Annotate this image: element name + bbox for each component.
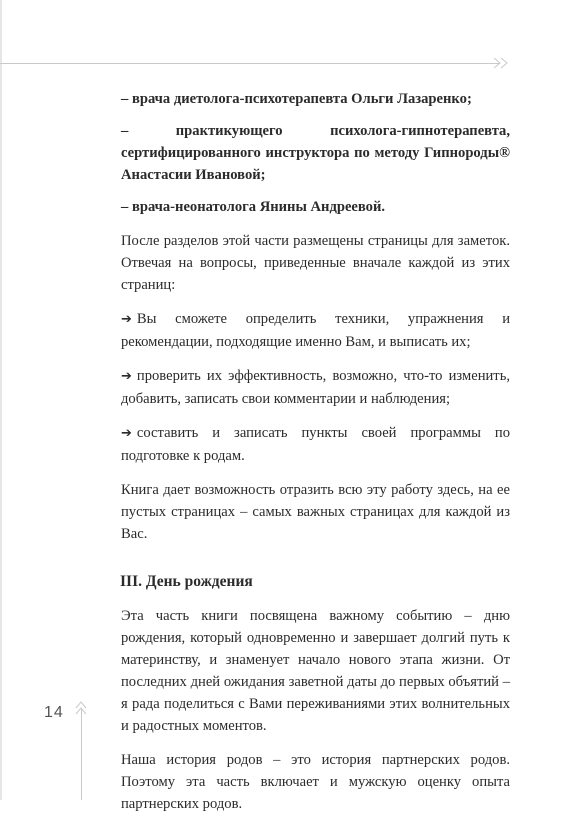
closing-paragraph: Книга дает возможность отразить всю эту работу здесь, на ее пустых страницах – самых важных страницах для каждой из Вас. xyxy=(121,482,510,542)
list-item xyxy=(121,365,510,410)
list-item xyxy=(121,308,510,353)
list-item-text: проверить их эффективность, возможно, что-то изменить, добавить, записать свои комментарии и наблюдения; xyxy=(121,368,510,407)
page-edge xyxy=(0,0,2,800)
section-heading: III. День рождения xyxy=(120,573,253,590)
list-item xyxy=(121,422,510,467)
expert-line: – врача диетолога-психотерапевта Ольги Лазаренко; xyxy=(121,91,472,107)
section-paragraph: Эта часть книги посвящена важному событию – дню рождения, который одновременно и завершает долгий путь к материнству, и знаменует начало нового этапа жизни. От последних дней ожидания заветной даты до первых объятий – я рада поделиться с Вами переживаниями этих волнительных и радостных моментов. xyxy=(121,608,510,734)
list-item-text: составить и записать пункты своей программы по подготовке к родам. xyxy=(121,425,510,464)
section-paragraph: Наша история родов – это история партнерских родов. Поэтому эта часть включает и мужскую оценку опыта партнерских родов. xyxy=(121,752,510,812)
right-arrow-icon: ➔ xyxy=(121,426,132,441)
page-number: 14 xyxy=(44,704,64,721)
right-arrow-icon: ➔ xyxy=(121,369,132,384)
expert-line: – врача-неонатолога Янины Андреевой. xyxy=(121,199,386,215)
right-arrow-icon: ➔ xyxy=(121,312,132,327)
expert-line: – практикующего психолога-гипнотерапевта, сертифицированного инструктора по методу Гипнороды® Анастасии Ивановой; xyxy=(121,123,510,183)
left-rule xyxy=(81,708,82,800)
list-item-text: Вы сможете определить техники, упражнения и рекомендации, подходящие именно Вам, и выписать их; xyxy=(121,311,510,350)
intro-paragraph: После разделов этой части размещены страницы для заметок. Отвечая на вопросы, приведенные вначале каждой из этих страниц: xyxy=(121,233,510,293)
top-rule xyxy=(0,63,500,64)
right-arrow-decoration-icon xyxy=(492,56,512,70)
page-content xyxy=(121,88,510,827)
up-arrow-decoration-icon xyxy=(74,700,88,716)
